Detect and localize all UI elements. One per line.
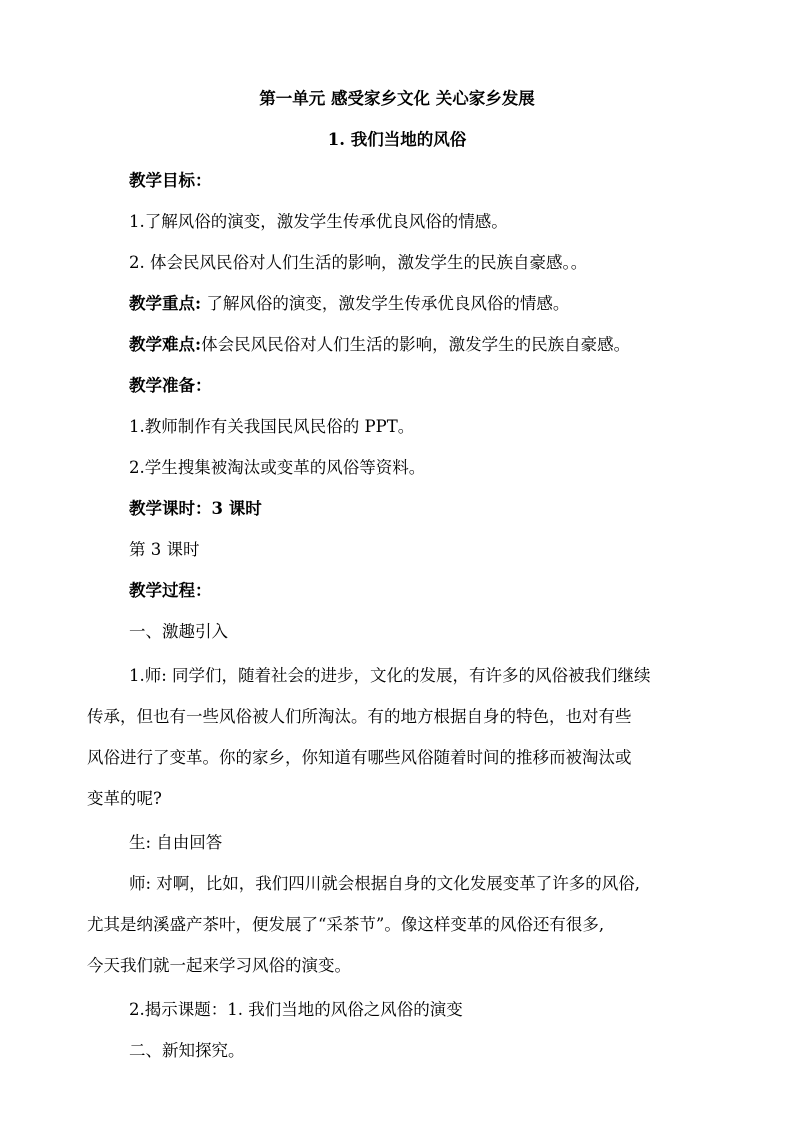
difficulty <box>129 333 630 357</box>
prep-heading: 教学准备： <box>129 376 212 395</box>
topic-reveal: 2.揭示课题：1. 我们当地的风俗之风俗的演变 <box>129 1000 463 1019</box>
teacher-para-line-3: 风俗进行了变革。你的家乡，你知道有哪些风俗随着时间的推移而被淘汰或 <box>87 748 632 767</box>
objective-1: 1.了解风俗的演变，激发学生传承优良风俗的情感。 <box>129 212 508 231</box>
hours-label: 教学课时：3 课时 <box>129 499 262 518</box>
prep-item-2: 2.学生搜集被淘汰或变革的风俗等资料。 <box>129 458 426 477</box>
document-subtitle: 1. 我们当地的风俗 <box>327 130 467 149</box>
process-heading: 教学过程： <box>129 581 212 600</box>
document-title: 第一单元 感受家乡文化 关心家乡发展 <box>259 89 535 108</box>
key-point-label: 教学重点: <box>129 294 202 313</box>
difficulty-label: 教学难点: <box>129 335 202 354</box>
objectives-heading: 教学目标： <box>129 171 212 190</box>
difficulty-text: 体会民风民俗对人们生活的影响，激发学生的民族自豪感。 <box>201 335 631 354</box>
section-1-heading: 一、激趣引入 <box>129 622 228 641</box>
key-point <box>129 292 569 316</box>
key-point-text: 了解风俗的演变，激发学生传承优良风俗的情感。 <box>201 294 570 313</box>
objective-2: 2. 体会民风民俗对人们生活的影响，激发学生的民族自豪感。。 <box>129 253 588 272</box>
teacher-para-line-2: 传承，但也有一些风俗被人们所淘汰。有的地方根据自身的特色，也对有些 <box>87 707 632 726</box>
student-answer: 生: 自由回答 <box>129 833 223 852</box>
section-2-heading: 二、新知探究。 <box>129 1041 245 1060</box>
lesson-label: 第 3 课时 <box>129 540 200 559</box>
teacher-reply-line-1: 师: 对啊，比如，我们四川就会根据自身的文化发展变革了许多的风俗, <box>129 874 641 893</box>
teacher-reply-line-2: 尤其是纳溪盛产茶叶，便发展了“采茶节”。像这样变革的风俗还有很多, <box>87 915 605 934</box>
teacher-para-line-4: 变革的呢? <box>87 789 162 808</box>
teacher-para-line-1: 1.师: 同学们，随着社会的进步，文化的发展，有许多的风俗被我们继续 <box>129 666 651 685</box>
teacher-reply-line-3: 今天我们就一起来学习风俗的演变。 <box>87 956 351 975</box>
prep-item-1: 1.教师制作有关我国民风民俗的 PPT。 <box>129 417 415 436</box>
